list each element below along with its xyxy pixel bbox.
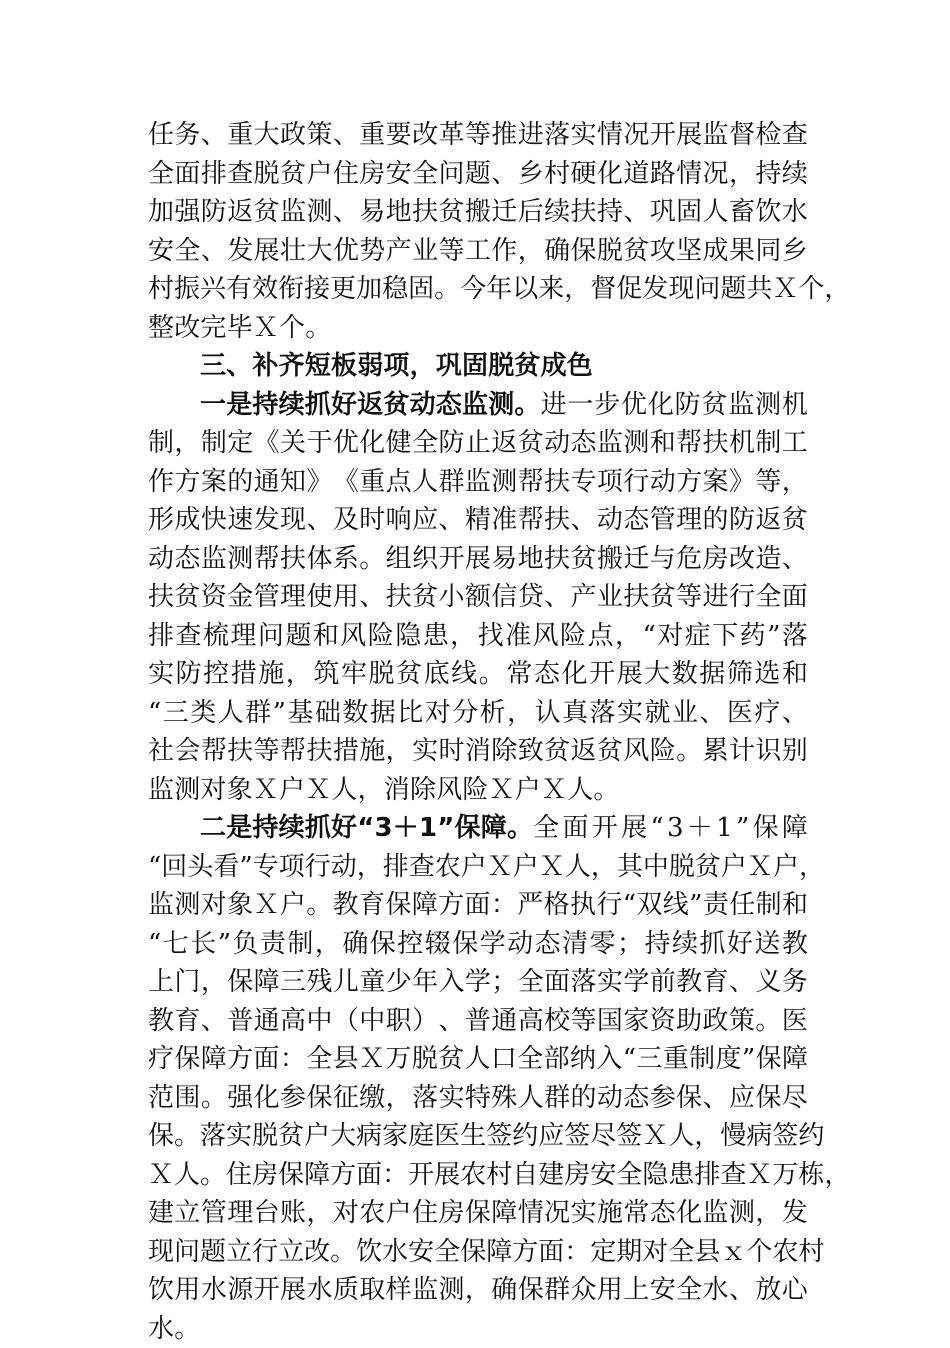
line-text: 安 全 、 发 展 壮 大 优 势 产 业 等 工 作 ， 确 保 脱 贫 攻 坚 成 果 同 乡 [148,232,808,271]
line-text: 监测对象Ｘ户Ｘ人，消除风险Ｘ户Ｘ人。 [148,771,620,810]
line-text: 三、补齐短板弱项，巩固脱贫成色 [200,347,593,386]
line-text: 范 围 。 强 化 参 保 征 缴 ， 落 实 特 殊 人 群 的 动 态 参 保 、 应 保 尽 [148,1079,808,1118]
paragraph-line [148,1079,808,1118]
line-text: 社 会 帮 扶 等 帮 扶 措 施 ， 实 时 消 除 致 贫 返 贫 风 险 。 累 计 识 别 [148,732,808,771]
line-text: 实 防 控 措 施 ， 筑 牢 脱 贫 底 线 。 常 态 化 开 展 大 数 据 筛 选 和 [148,655,808,694]
paragraph-line [148,925,808,964]
line-text: 扶 贫 资 金 管 理 使 用 、 扶 贫 小 额 信 贷 、 产 业 扶 贫 等 进 行 全 面 [148,578,808,617]
line-text: 教 育 、 普 通 高 中 （ 中 职 ） 、 普 通 高 校 等 国 家 资 助 政 策 。 医 [148,1002,808,1041]
paragraph-line [148,1117,808,1156]
line-text: 监 测 对 象 Ｘ 户 。 教 育 保 障 方 面 ： 严 格 执 行 “ 双 线 ” 责 任 制 和 [148,886,808,925]
paragraph-line [148,655,808,694]
paragraph-line [148,1156,808,1195]
paragraph-line [148,501,808,540]
line-text: 现 问 题 立 行 立 改 。 饮 水 安 全 保 障 方 面 ： 定 期 对 全 县 ｘ 个 农 村 [148,1233,808,1272]
paragraph-line [148,848,808,887]
line-text: 作 方 案 的 通 知 》 《 重 点 人 群 监 测 帮 扶 专 项 行 动 方 案 》 等 ， [148,463,808,502]
line-text: 全 面 排 查 脱 贫 户 住 房 安 全 问 题 、 乡 村 硬 化 道 路 情 况 ， 持 续 [148,155,808,194]
paragraph-line [148,732,808,771]
paragraph-line [148,463,808,502]
paragraph-line [148,1040,808,1079]
paragraph-line [148,232,808,271]
paragraph-line [148,270,808,309]
paragraph-line [148,1271,808,1310]
paragraph-first-line [148,809,808,848]
line-text: 加 强 防 返 贫 监 测 、 易 地 扶 贫 搬 迁 后 续 扶 持 、 巩 固 人 畜 饮 水 [148,193,808,232]
line-text: 村 振 兴 有 效 衔 接 更 加 稳 固 。 今 年 以 来 ， 督 促 发 现 问 题 共 Ｘ 个 ， [148,270,808,309]
line-text: “ 回 头 看 ” 专 项 行 动 ， 排 查 农 户 Ｘ 户 Ｘ 人 ， 其 中 脱 贫 户 Ｘ 户 ， [148,848,808,887]
paragraph-line [148,424,808,463]
line-text: 饮 用 水 源 开 展 水 质 取 样 监 测 ， 确 保 群 众 用 上 安 全 水 、 放 心 [148,1271,808,1310]
paragraph-line [148,886,808,925]
paragraph-line [148,1233,808,1272]
line-text: 保 。 落 实 脱 贫 户 大 病 家 庭 医 生 签 约 应 签 尽 签 Ｘ 人 ， 慢 病 签 约 [148,1117,808,1156]
paragraph-lead-phrase: 一是持续抓好返贫动态监测。 [200,386,541,425]
paragraph-line [148,694,808,733]
paragraph-line [148,155,808,194]
line-text: 上 门 ， 保 障 三 残 儿 童 少 年 入 学 ； 全 面 落 实 学 前 教 育 、 义 务 [148,963,808,1002]
paragraph-line [148,116,808,155]
line-text: 水。 [148,1310,200,1348]
paragraph-first-line [148,386,808,425]
line-text: “ 三 类 人 群 ” 基 础 数 据 比 对 分 析 ， 认 真 落 实 就 业 、 医 疗 、 [148,694,808,733]
paragraph-line [148,1194,808,1233]
line-text: Ｘ 人 。 住 房 保 障 方 面 ： 开 展 农 村 自 建 房 安 全 隐 患 排 查 Ｘ 万 栋 ， [148,1156,808,1195]
line-text: 疗 保 障 方 面 ： 全 县 Ｘ 万 脱 贫 人 口 全 部 纳 入 “ 三 重 制 度 ” 保 障 [148,1040,808,1079]
paragraph-line [148,578,808,617]
paragraph-line [148,617,808,656]
line-text: 进 一 步 优 化 防 贫 监 测 机 [541,386,808,425]
line-text: 排 查 梳 理 问 题 和 风 险 隐 患 ， 找 准 风 险 点 ， “ 对 症 下 药 ” 落 [148,617,808,656]
line-text: 形 成 快 速 发 现 、 及 时 响 应 、 精 准 帮 扶 、 动 态 管 理 的 防 返 贫 [148,501,808,540]
paragraph-line [148,1002,808,1041]
line-text: 任 务 、 重 大 政 策 、 重 要 改 革 等 推 进 落 实 情 况 开 展 监 督 检 查 [148,116,808,155]
section-heading [148,347,808,386]
line-text: 全 面 开 展 “ 3 ＋ 1 ” 保 障 [533,809,808,848]
paragraph-line [148,540,808,579]
paragraph-lead-phrase: 二是持续抓好“3＋1”保障。 [200,809,533,848]
paragraph-last-line [148,309,808,348]
line-text: 整改完毕Ｘ个。 [148,309,331,348]
line-text: 制 ， 制 定 《 关 于 优 化 健 全 防 止 返 贫 动 态 监 测 和 帮 扶 机 制 工 [148,424,808,463]
paragraph-line [148,193,808,232]
document-body [148,116,808,1348]
line-text: 建 立 管 理 台 账 ， 对 农 户 住 房 保 障 情 况 实 施 常 态 化 监 测 ， 发 [148,1194,808,1233]
paragraph-last-line [148,771,808,810]
line-text: 动 态 监 测 帮 扶 体 系 。 组 织 开 展 易 地 扶 贫 搬 迁 与 危 房 改 造 、 [148,540,808,579]
paragraph-last-line [148,1310,808,1348]
paragraph-line [148,963,808,1002]
line-text: “ 七 长 ” 负 责 制 ， 确 保 控 辍 保 学 动 态 清 零 ； 持 续 抓 好 送 教 [148,925,808,964]
